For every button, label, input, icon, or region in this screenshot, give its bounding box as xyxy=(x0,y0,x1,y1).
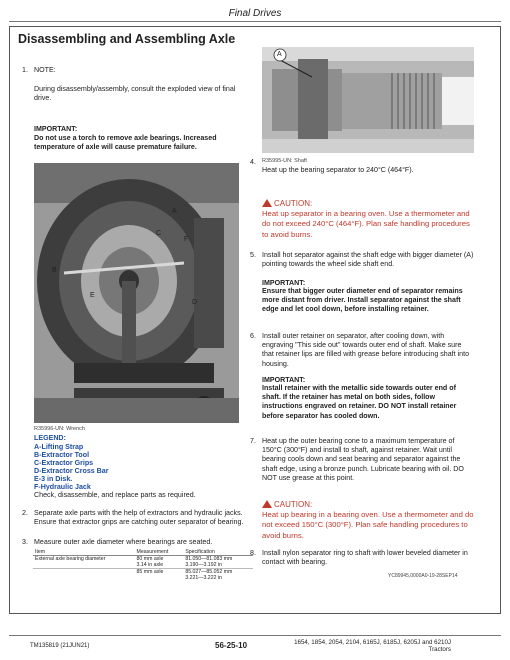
table-cell: 85 mm axle xyxy=(136,569,164,575)
photo2-caption: R35995-UN: Shaft xyxy=(262,158,307,164)
table-cell: 3.221—3.222 in xyxy=(185,575,222,581)
table-cell: 81.050—81.083 mm xyxy=(185,556,233,562)
document-id: YC89945,0000A0-19-28SEP14 xyxy=(388,573,458,579)
important2-label: IMPORTANT: xyxy=(262,279,306,287)
photo-label-b: B xyxy=(52,267,57,274)
caution1-text: Heat up separator in a bearing oven. Use a thermometer and do not exceed 240°C (464°F). Plan safe handling procedures to avoid burns. xyxy=(262,209,470,239)
table-header: Specification xyxy=(183,549,253,556)
step2-text: Separate axle parts with the help of extractors and hydraulic jacks. Ensure that extractor grips are catching outer separator of bearing. xyxy=(34,509,244,527)
important2-text: Ensure that bigger outer diameter end of separator remains more distant from driver. Install separator against the shaft edge and let cool down, before installing retainer. xyxy=(262,287,463,314)
step3-num: 3. xyxy=(22,538,28,546)
step1-num: 1. xyxy=(22,66,28,74)
step5-num: 5. xyxy=(250,251,256,259)
table-cell: 3.190—3.192 in xyxy=(183,562,253,569)
shaft-photo xyxy=(262,47,474,153)
warning-icon xyxy=(262,500,272,508)
step1-note-text: During disassembly/assembly, consult the exploded view of final drive. xyxy=(34,85,236,103)
footer-manual-code: TM135819 (21JUN21) xyxy=(30,643,90,649)
step1-note-label: NOTE: xyxy=(34,66,56,74)
step8-num: 8. xyxy=(250,549,256,557)
legend-item: C-Extractor Grips xyxy=(34,459,94,467)
axle-extraction-photo xyxy=(34,163,239,423)
step5-text: Install hot separator against the shaft edge with bigger diameter (A) pointing towards the wheel side shaft end. xyxy=(262,251,474,269)
important1-text: Do not use a torch to remove axle bearings. Increased temperature of axle will cause premature failure. xyxy=(34,134,217,152)
step7-num: 7. xyxy=(250,437,256,445)
legend-after-text: Check, disassemble, and replace parts as required. xyxy=(34,491,196,499)
step4-num: 4. xyxy=(250,158,256,166)
legend-item: F-Hydraulic Jack xyxy=(34,483,91,491)
footer-page-number: 56-25-10 xyxy=(215,641,248,650)
section-title: Disassembling and Assembling Axle xyxy=(18,32,236,46)
photo-label-c: C xyxy=(156,230,162,237)
header-title: Final Drives xyxy=(228,8,282,19)
step2-num: 2. xyxy=(22,509,28,517)
step6-num: 6. xyxy=(250,332,256,340)
legend-title: LEGEND: xyxy=(34,434,66,442)
table-cell xyxy=(33,575,135,581)
footer-divider xyxy=(9,635,501,636)
step3-text: Measure outer axle diameter where bearings are seated. xyxy=(34,538,213,546)
footer-models-line2: Tractors xyxy=(428,646,451,653)
table-header: Item xyxy=(33,549,135,556)
table-row xyxy=(33,575,253,581)
axle-diameter-table xyxy=(33,549,253,581)
important1-label: IMPORTANT: xyxy=(34,125,78,133)
photo-label-f: F xyxy=(184,236,189,243)
legend-item: B-Extractor Tool xyxy=(34,451,90,459)
caution2-text: Heat up bearing in a bearing oven. Use a thermometer and do not exceed 150°C (300°F). Plan safe handling procedures to avoid burns. xyxy=(262,510,474,540)
table-cell xyxy=(135,575,184,581)
step7-text: Heat up the outer bearing cone to a maximum temperature of 150°C (300°F) and install to shaft, against retainer. Wait until bearing cools down and seat bearing and separator against the shaft edge, using a bronze punch. Lubricate bearing with oil. DO NOT use grease at this point. xyxy=(262,437,464,482)
footer-models-line1: 1654, 1854, 2054, 2104, 6165J, 6185J, 6205J and 6210J xyxy=(294,639,451,646)
photo-label-d: D xyxy=(192,299,198,306)
caution1-label xyxy=(262,199,312,209)
step4-text: Heat up the bearing separator to 240°C (464°F). xyxy=(262,166,414,174)
legend-item: A-Lifting Strap xyxy=(34,443,84,451)
table-header: Measurement xyxy=(135,549,184,556)
photo1-caption: R35996-UN: Wrench xyxy=(34,426,85,432)
caution1-label-text: CAUTION: xyxy=(274,199,313,208)
header-divider xyxy=(9,21,501,22)
table-cell: External axle bearing diameter xyxy=(35,556,106,562)
caution2-label xyxy=(262,500,312,510)
legend-item: E-3 in Disk. xyxy=(34,475,73,483)
caution2-label-text: CAUTION: xyxy=(274,500,313,509)
photo-label-e: E xyxy=(90,292,95,299)
legend-item: D-Extractor Cross Bar xyxy=(34,467,109,475)
footer-models xyxy=(283,639,451,653)
important3-text: Install retainer with the metallic side towards outer end of shaft. If the retainer has metal on both sides, follow instructions engraved on retainer. DO NOT install retainer before separator has cooled down. xyxy=(262,384,457,420)
table-cell: 85.027—85.052 mm xyxy=(185,569,233,575)
shaft-label-a: A xyxy=(277,51,282,58)
table-cell: 80 mm axle xyxy=(136,556,164,562)
warning-icon xyxy=(262,199,272,207)
photo-label-a: A xyxy=(172,208,177,215)
step8-text: Install nylon separator ring to shaft with lower beveled diameter in contact with bearing. xyxy=(262,549,468,567)
table-cell: 3.14 in axle xyxy=(135,562,184,569)
important3-label: IMPORTANT: xyxy=(262,376,306,384)
step6-text: Install outer retainer on separator, after cooling down, with engraving "This side out" towards outer end of shaft. Make sure that retainer lips are filled with grease before introducing shaft into housing. xyxy=(262,332,470,368)
